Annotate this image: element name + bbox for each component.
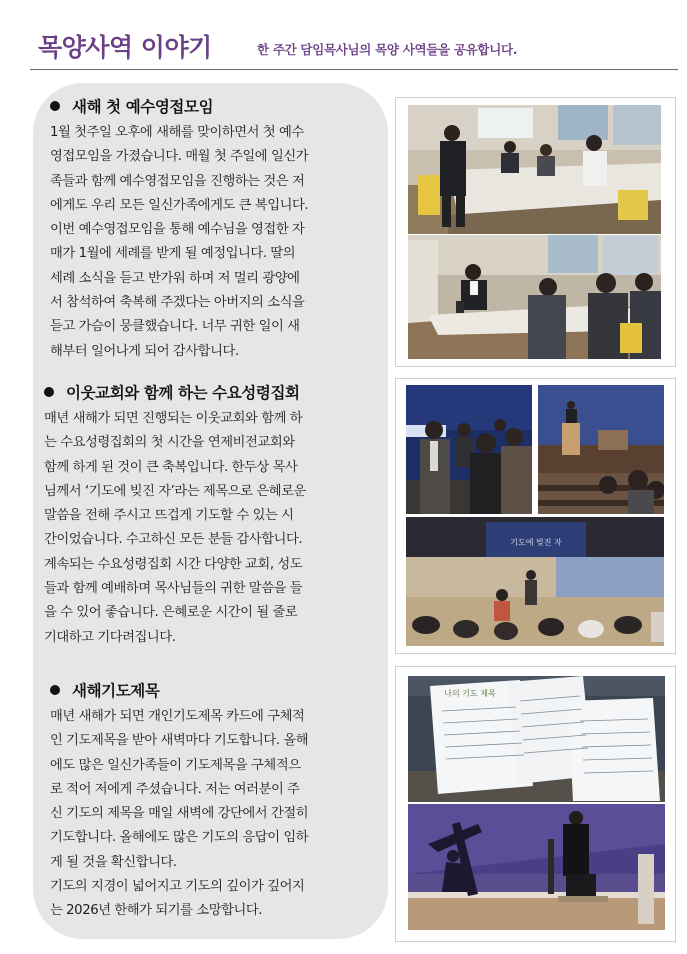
body-line: 간이었습니다. 수고하신 모든 분들 감사합니다. [44,532,303,548]
body-line: 매가 1월에 세례를 받게 될 예정입니다. 딸의 [50,246,296,262]
section-body [44,407,369,650]
section-wednesday-service [44,381,369,650]
section-heading [44,381,369,403]
body-line: 1월 첫주일 오후에 새해를 맞이하면서 첫 예수 [50,125,304,140]
body-line: 는 수요성령집회의 첫 시간을 연제비전교회와 [44,435,295,451]
section-heading [50,679,375,701]
body-line: 해부터 일어나게 되어 감사합니다. [50,343,239,359]
body-line: 영접모임을 가졌습니다. 매월 첫 주일에 일신가 [50,149,309,165]
body-line: 기도의 지경이 넓어지고 기도의 깊이가 깊어지 [50,879,305,895]
bullet-icon [50,101,60,111]
body-line: 매년 새해가 되면 진행되는 이웃교회와 함께 하 [44,411,303,426]
section-body [50,705,375,924]
photo-service-prayer [406,385,532,514]
screen-text: 기도에 빚진 자 [510,538,562,547]
photo-service-altar [406,517,664,646]
body-line: 족들과 함께 예수영접모임을 진행하는 것은 저 [50,173,305,189]
card-title: 나의 기도 제목 [444,689,496,698]
body-line: 들과 함께 예배하며 목사님들의 귀한 말씀을 들 [44,581,303,597]
body-line: 님께서 ‘기도에 빚진 자’라는 제목으로 은혜로운 [44,483,306,499]
body-line: 을 수 있어 좋습니다. 은혜로운 시간이 될 줄로 [44,605,298,621]
section-prayer-topics [50,679,375,924]
section-new-year-meeting [50,95,375,364]
body-line: 듣고 가슴이 뭉클했습니다. 너무 귀한 일이 새 [50,319,300,335]
photo-prayer-cards [408,676,665,802]
body-line: 기대하고 기다려집니다. [44,629,176,645]
section-heading-text: 새해기도제목 [72,682,160,700]
body-line: 서 참석하여 축복해 주겠다는 아버지의 소식을 [50,295,305,311]
body-line: 에도 많은 일신가족들이 기도제목을 구체적으 [50,757,301,773]
body-line: 에게도 우리 모든 일신가족에게도 큰 복입니다. [50,197,309,213]
bullet-icon [50,685,60,695]
section-heading-text: 새해 첫 예수영접모임 [72,98,214,116]
body-line: 세례 소식을 듣고 반가워 하며 저 멀리 광양에 [50,270,300,286]
body-line: 인 기도제목을 받아 새벽마다 기도합니다. 올해 [50,733,309,749]
page-subtitle: 한 주간 담임목사님의 목양 사역들을 공유합니다. [257,42,518,57]
body-line: 함께 하게 된 것이 큰 축복입니다. 한두상 목사 [44,459,298,475]
body-line: 계속되는 수요성령집회 시간 다양한 교회, 성도 [44,556,303,572]
body-line: 말씀을 전해 주시고 뜨겁게 기도할 수 있는 시 [44,508,294,524]
photo-meeting-classroom [408,105,661,234]
body-line: 게 될 것을 확신합니다. [50,854,177,870]
section-heading [50,95,375,117]
body-line: 는 2026년 한해가 되기를 소망합니다. [50,903,263,919]
body-line: 이번 예수영접모임을 통해 예수님을 영접한 자 [50,222,305,238]
body-line: 매년 새해가 되면 개인기도제목 카드에 구체적 [50,709,305,724]
section-body [50,121,375,364]
page-title: 목양사역 이야기 [38,33,212,62]
bullet-icon [44,387,54,397]
body-line: 기도합니다. 올해에도 많은 기도의 응답이 임하 [50,830,309,846]
section-heading-text: 이웃교회와 함께 하는 수요성령집회 [66,384,300,402]
page-header [0,0,687,72]
header-divider [30,69,678,70]
body-line: 신 기도의 제목을 매일 새벽에 강단에서 간절히 [50,806,309,822]
photo-meeting-table [408,235,661,359]
photo-service-sermon [538,385,664,514]
photo-prayer-kneeling [408,804,665,930]
body-line: 로 적어 저에게 주셨습니다. 저는 여러분이 주 [50,781,300,797]
